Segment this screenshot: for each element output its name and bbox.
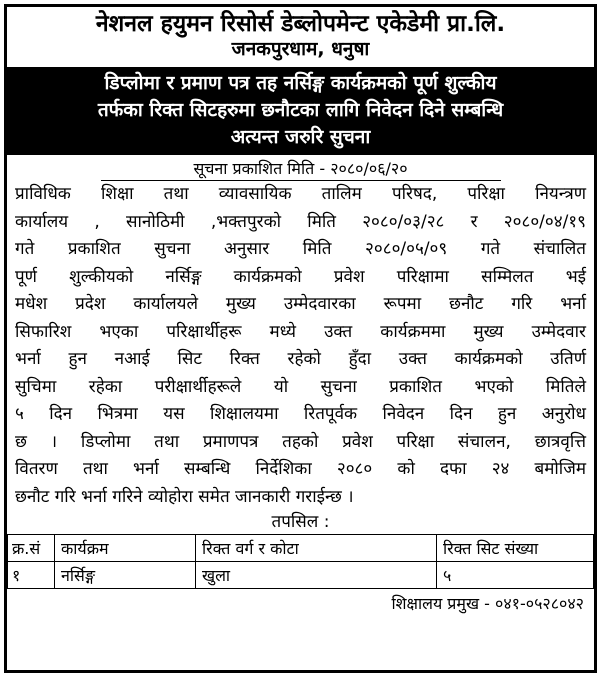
- cell-seat-count: ५: [437, 562, 594, 589]
- body-line: सुचिमा रहेका परीक्षार्थीहरूले यो सुचना प्रकाशित भएको मितिले: [15, 376, 586, 397]
- vacant-seats-table: [7, 534, 594, 589]
- body-line: कार्यालय , सानोठिमी ,भक्तपुरको मिति २०८०/०३/२८ र २०८०/०४/१९: [15, 211, 586, 232]
- column-header-seat-count: रिक्त सिट संख्या: [437, 535, 594, 562]
- table-header-row: [8, 535, 594, 562]
- body-line: प्राविधिक शिक्षा तथा व्यावसायिक तालिम परिषद, परिक्षा नियन्त्रण: [15, 184, 586, 204]
- table-row: [8, 562, 594, 589]
- notice-frame: [4, 4, 597, 673]
- details-heading: तपसिल :: [271, 512, 330, 532]
- body-line: वितरण तथा भर्ना सम्बन्धि निर्देशिका २०८० को दफा २४ बमोजिम: [15, 459, 586, 479]
- cell-program: नर्सिङ्ग: [55, 562, 196, 589]
- body-line: सिफारिश भएका परिक्षार्थीहरू मध्ये उक्त कार्यक्रममा मुख्य उम्मेदवार: [15, 321, 586, 342]
- body-line: मधेश प्रदेश कार्यालयले मुख्य उम्मेदवारका रूपमा छनौट गरि भर्ना: [15, 294, 586, 314]
- notice-body: [7, 181, 594, 511]
- cell-serial: १: [8, 562, 55, 589]
- body-line: छ । डिप्लोमा तथा प्रमाणपत्र तहको प्रवेश परिक्षा संचालन, छात्रवृत्ति: [15, 431, 586, 452]
- organization-address: जनकपुरधाम, धनुषा: [231, 38, 370, 60]
- column-header-quota: रिक्त वर्ग र कोटा: [196, 535, 437, 562]
- notice-headline: [7, 67, 594, 155]
- headline-line-3: अत्यन्त जरुरि सुचना: [230, 126, 371, 148]
- publication-date: सूचना प्रकाशित मिति - २०८०/०६/२०: [101, 158, 501, 181]
- body-line: पूर्ण शुल्कीयको नर्सिङ्ग कार्यक्रमको प्रवेश परिक्षामा सम्मिलत भई: [15, 266, 586, 287]
- headline-line-1: डिप्लोमा र प्रमाण पत्र तह नर्सिङ्ग कार्यक्रमको पूर्ण शुल्कीय: [104, 72, 497, 94]
- body-line: छनौट गरि भर्ना गरिने व्योहोरा समेत जानकारी गराईन्छ ।: [15, 486, 354, 507]
- body-line: भर्ना हुन नआई सिट रिक्त रहेको हुँदा उक्त कार्यक्रमको उतिर्ण: [15, 349, 586, 369]
- body-line: ५ दिन भित्रमा यस शिक्षालयमा रितपूर्वक निवेदन दिन हुन अनुरोध: [15, 404, 586, 424]
- column-header-program: कार्यक्रम: [55, 535, 196, 562]
- body-line: गते प्रकाशित सुचना अनुसार मिति २०८०/०५/०९ गते संचालित: [15, 239, 586, 259]
- signature-contact: शिक्षालय प्रमुख - ०४१-०५२८०४२: [391, 594, 584, 613]
- cell-quota: खुला: [196, 562, 437, 589]
- column-header-serial: क्र.सं: [8, 535, 55, 562]
- organization-name: नेशनल हयुमन रिसोर्स डेब्लोपमेन्ट एकेडेमी प्रा.लि.: [95, 11, 506, 37]
- headline-line-2: तर्फका रिक्त सिटहरुमा छनौटका लागि निवेदन दिने सम्बन्धि: [97, 99, 504, 121]
